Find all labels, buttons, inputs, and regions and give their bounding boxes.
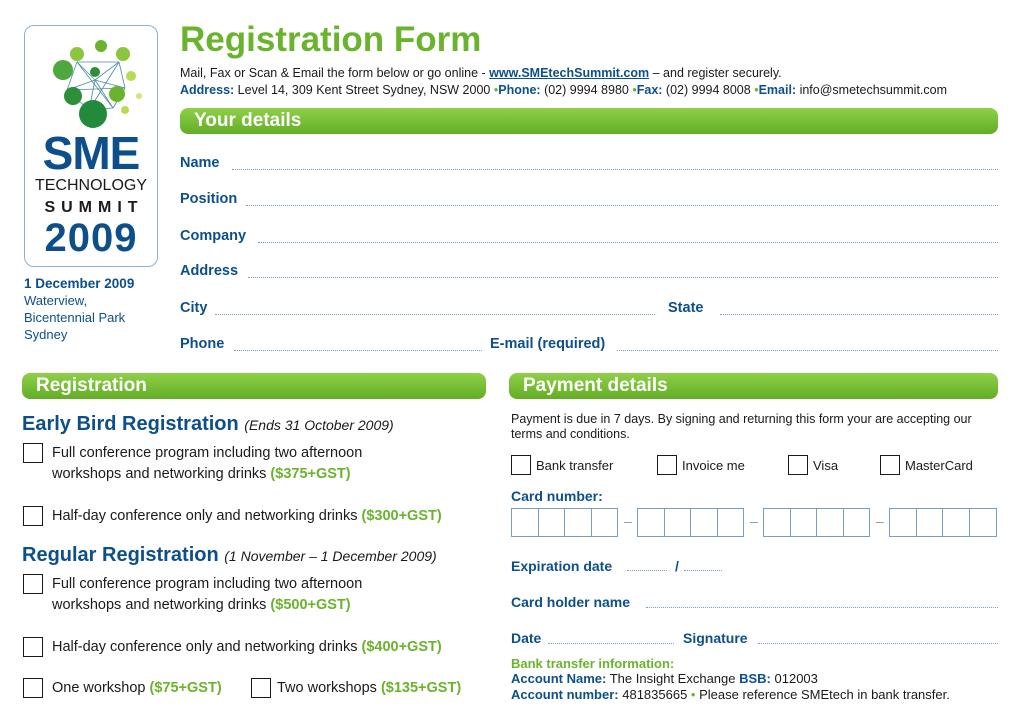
card-number-label: Card number: bbox=[511, 488, 603, 504]
card-digit-cell[interactable] bbox=[816, 508, 844, 537]
bank-transfer-label: Bank transfer bbox=[536, 458, 614, 473]
card-number-group[interactable] bbox=[511, 508, 617, 537]
card-digit-cell[interactable] bbox=[916, 508, 944, 537]
section-bar-payment: Payment details bbox=[509, 373, 998, 399]
phone-label: Phone: bbox=[498, 83, 541, 97]
early-full-checkbox[interactable] bbox=[23, 443, 43, 463]
position-label: Position bbox=[180, 191, 238, 207]
logo-technology: TECHNOLOGY bbox=[34, 177, 147, 194]
card-digit-cell[interactable] bbox=[664, 508, 692, 537]
option-text: Two workshops bbox=[277, 680, 381, 696]
signature-field[interactable] bbox=[758, 643, 998, 644]
phone-label: Phone bbox=[180, 336, 225, 352]
section-bar-registration: Registration bbox=[22, 373, 486, 399]
phone-field[interactable] bbox=[234, 350, 482, 351]
card-number-group[interactable] bbox=[763, 508, 869, 537]
website-link[interactable]: www.SMEtechSummit.com bbox=[489, 66, 650, 80]
account-number-label: Account number: bbox=[511, 687, 619, 702]
mastercard-label: MasterCard bbox=[905, 458, 973, 473]
card-digit-cell[interactable] bbox=[889, 508, 917, 537]
logo bbox=[24, 25, 158, 267]
regular-full-option bbox=[52, 574, 362, 616]
page-title: Registration Form bbox=[180, 20, 482, 59]
option-text: One workshop bbox=[52, 680, 150, 696]
bullet: • bbox=[493, 83, 499, 97]
event-venue-line: Waterview, bbox=[24, 293, 88, 308]
event-date: 1 December 2009 bbox=[24, 276, 135, 291]
card-digit-cell[interactable] bbox=[538, 508, 566, 537]
card-digit-cell[interactable] bbox=[717, 508, 745, 537]
position-field[interactable] bbox=[246, 205, 998, 206]
address-label: Address bbox=[180, 263, 239, 279]
account-name-value: The Insight Exchange bbox=[606, 671, 740, 686]
option-text: Full conference program including two afternoon bbox=[52, 445, 363, 461]
visa-label: Visa bbox=[813, 458, 839, 473]
fax-label: Fax: bbox=[636, 83, 663, 97]
invoice-me-label: Invoice me bbox=[682, 458, 745, 473]
section-bar-details: Your details bbox=[180, 108, 998, 134]
logo-summit: SUMMIT bbox=[44, 199, 144, 216]
option-text: workshops and networking drinks bbox=[52, 466, 271, 482]
card-digit-cell[interactable] bbox=[843, 508, 871, 537]
expiration-month-field[interactable] bbox=[627, 570, 667, 571]
price: ($135+GST) bbox=[380, 680, 462, 696]
event-venue-line: Sydney bbox=[24, 327, 68, 342]
contact-line bbox=[180, 83, 947, 97]
regular-full-checkbox[interactable] bbox=[23, 574, 43, 594]
early-full-option bbox=[52, 443, 362, 485]
visa-checkbox[interactable] bbox=[788, 455, 808, 475]
two-workshops-checkbox[interactable] bbox=[251, 678, 271, 698]
city-label: City bbox=[180, 300, 208, 316]
price: ($400+GST) bbox=[361, 639, 442, 655]
state-field[interactable] bbox=[720, 314, 998, 315]
fax-value: (02) 9994 8008 bbox=[662, 83, 755, 97]
name-field[interactable] bbox=[232, 169, 998, 170]
regular-half-checkbox[interactable] bbox=[23, 637, 43, 657]
account-number-line bbox=[511, 687, 950, 702]
early-bird-title: Early Bird Registration bbox=[22, 413, 239, 435]
address-value: Level 14, 309 Kent Street Sydney, NSW 2000 bbox=[234, 83, 494, 97]
expiration-slash: / bbox=[675, 558, 679, 574]
mastercard-checkbox[interactable] bbox=[880, 455, 900, 475]
bsb-label: BSB: bbox=[739, 671, 771, 686]
payment-terms-note: Payment is due in 7 days. By signing and returning this form your are accepting our terms and conditions. bbox=[511, 412, 972, 441]
early-bird-note: (Ends 31 October 2009) bbox=[244, 417, 394, 433]
logo-sme: SME bbox=[42, 127, 140, 179]
bsb-value: 012003 bbox=[770, 671, 818, 686]
signature-label: Signature bbox=[683, 630, 748, 646]
expiration-year-field[interactable] bbox=[684, 570, 722, 571]
card-dash: – bbox=[750, 513, 758, 529]
card-digit-cell[interactable] bbox=[564, 508, 592, 537]
option-text: Half-day conference only and networking drinks bbox=[52, 508, 362, 524]
card-digit-cell[interactable] bbox=[763, 508, 791, 537]
card-digit-cell[interactable] bbox=[969, 508, 997, 537]
bank-transfer-checkbox[interactable] bbox=[511, 455, 531, 475]
price: ($75+GST) bbox=[149, 680, 222, 696]
account-name-label: Account Name: bbox=[511, 671, 607, 686]
email-value: info@smetechsummit.com bbox=[796, 83, 948, 97]
expiration-label: Expiration date bbox=[511, 558, 613, 574]
card-digit-cell[interactable] bbox=[690, 508, 718, 537]
option-text: workshops and networking drinks bbox=[52, 597, 271, 613]
date-field[interactable] bbox=[548, 643, 674, 644]
price: ($500+GST) bbox=[270, 597, 351, 613]
regular-note: (1 November – 1 December 2009) bbox=[224, 548, 437, 564]
regular-half-option bbox=[52, 637, 442, 658]
intro-prefix: Mail, Fax or Scan & Email the form below or go online - bbox=[180, 66, 490, 80]
bullet: • bbox=[632, 83, 637, 97]
option-text: Full conference program including two afternoon bbox=[52, 576, 363, 592]
email-label: Email: bbox=[758, 83, 797, 97]
price: ($300+GST) bbox=[361, 508, 442, 524]
logo-year: 2009 bbox=[44, 216, 138, 260]
card-digit-cell[interactable] bbox=[637, 508, 665, 537]
early-bird-heading bbox=[22, 413, 394, 436]
phone-value: (02) 9994 8980 bbox=[540, 83, 633, 97]
card-dash: – bbox=[876, 513, 884, 529]
invoice-me-checkbox[interactable] bbox=[657, 455, 677, 475]
account-number-value: 481835665 bbox=[618, 687, 691, 702]
bullet: • bbox=[754, 83, 759, 97]
bullet: • bbox=[690, 687, 696, 702]
option-text: Half-day conference only and networking drinks bbox=[52, 639, 362, 655]
intro-suffix: – and register securely. bbox=[649, 66, 782, 80]
one-workshop-checkbox[interactable] bbox=[23, 678, 43, 698]
regular-title: Regular Registration bbox=[22, 544, 219, 566]
card-number-group[interactable] bbox=[889, 508, 996, 537]
state-label: State bbox=[668, 300, 704, 316]
bank-reference-note: Please reference SMEtech in bank transfer. bbox=[695, 687, 950, 702]
event-venue-line: Bicentennial Park bbox=[24, 310, 126, 325]
address-label: Address: bbox=[180, 83, 235, 97]
price: ($375+GST) bbox=[270, 466, 351, 482]
intro-text bbox=[180, 66, 782, 80]
card-holder-field[interactable] bbox=[646, 607, 998, 608]
account-name-line bbox=[511, 671, 818, 686]
date-label: Date bbox=[511, 630, 542, 646]
company-field[interactable] bbox=[258, 242, 998, 243]
address-field[interactable] bbox=[248, 277, 998, 278]
email-required-label: E-mail (required) bbox=[490, 336, 606, 352]
regular-heading bbox=[22, 544, 437, 567]
card-digit-cell[interactable] bbox=[511, 508, 539, 537]
city-field[interactable] bbox=[215, 314, 655, 315]
card-digit-cell[interactable] bbox=[790, 508, 818, 537]
card-dash: – bbox=[624, 513, 632, 529]
card-digit-cell[interactable] bbox=[942, 508, 970, 537]
two-workshops-option bbox=[277, 678, 461, 699]
bank-transfer-title: Bank transfer information: bbox=[511, 656, 675, 671]
card-number-group[interactable] bbox=[637, 508, 743, 537]
card-holder-label: Card holder name bbox=[511, 594, 631, 610]
email-field[interactable] bbox=[617, 350, 998, 351]
event-info bbox=[24, 275, 174, 343]
early-half-checkbox[interactable] bbox=[23, 506, 43, 526]
one-workshop-option bbox=[52, 678, 222, 699]
company-label: Company bbox=[180, 228, 247, 244]
early-half-option bbox=[52, 506, 442, 527]
name-label: Name bbox=[180, 155, 220, 171]
card-digit-cell[interactable] bbox=[591, 508, 619, 537]
